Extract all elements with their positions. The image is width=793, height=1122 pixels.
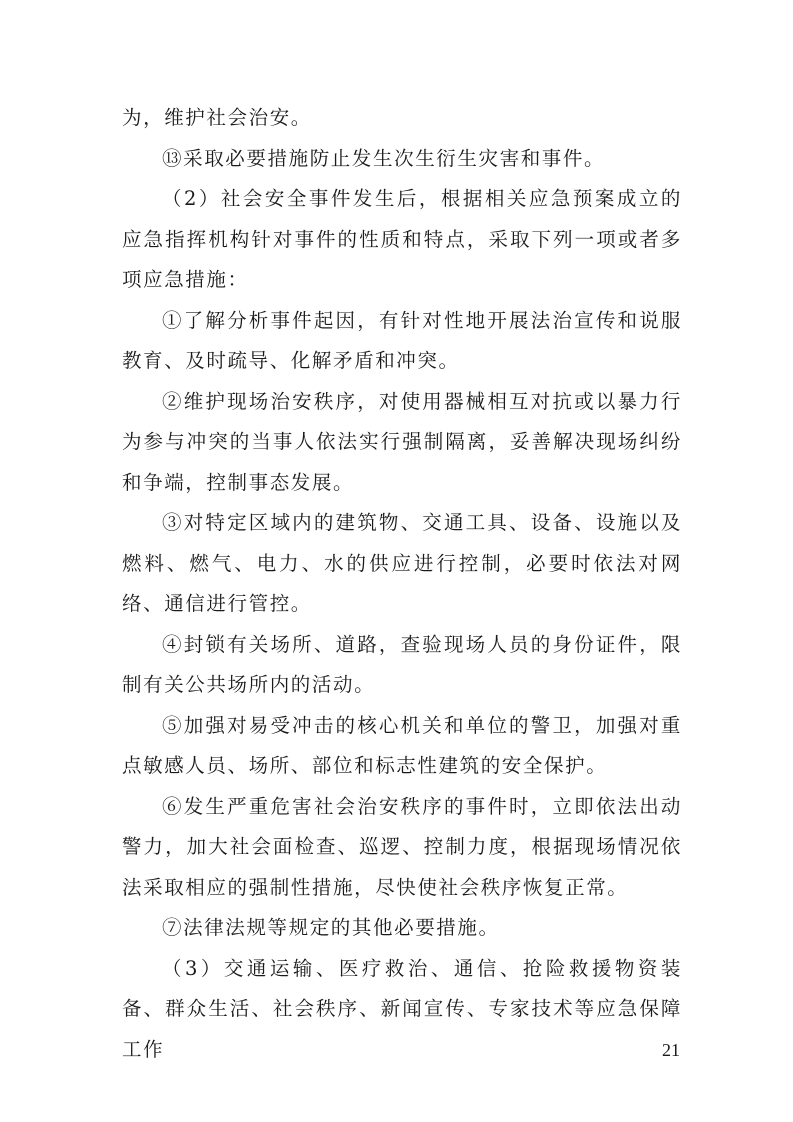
paragraph-item-1: ①了解分析事件起因，有针对性地开展法治宣传和说服教育、及时疏导、化解矛盾和冲突。 [122, 308, 682, 372]
document-body [122, 98, 682, 1070]
paragraph-section-3: （3）交通运输、医疗救治、通信、抢险救援物资装备、群众生活、社会秩序、新闻宣传、专家技术等应急保障工作 [122, 956, 682, 1061]
paragraph-item-5: ⑤加强对易受冲击的核心机关和单位的警卫，加强对重点敏感人员、场所、部位和标志性建筑的安全保护。 [122, 713, 682, 777]
paragraph-item-2: ②维护现场治安秩序，对使用器械相互对抗或以暴力行为参与冲突的当事人依法实行强制隔离，妥善解决现场纠纷和争端，控制事态发展。 [122, 389, 682, 494]
paragraph-item-13: ⑬采取必要措施防止发生次生衍生灾害和事件。 [162, 146, 606, 170]
paragraph-item-6: ⑥发生严重危害社会治安秩序的事件时，立即依法出动警力，加大社会面检查、巡逻、控制力度，根据现场情况依法采取相应的强制性措施，尽快使社会秩序恢复正常。 [122, 794, 682, 899]
paragraph-section-2: （2）社会安全事件发生后，根据相关应急预案成立的应急指挥机构针对事件的性质和特点，采取下列一项或者多项应急措施： [122, 187, 682, 291]
paragraph-continuation: 为，维护社会治安。 [122, 106, 312, 129]
paragraph-item-7: ⑦法律法规等规定的其他必要措施。 [162, 916, 500, 939]
page-number: 21 [662, 1040, 680, 1060]
paragraph-item-4: ④封锁有关场所、道路，查验现场人员的身份证件，限制有关公共场所内的活动。 [122, 632, 682, 696]
paragraph-item-3: ③对特定区域内的建筑物、交通工具、设备、设施以及燃料、燃气、电力、水的供应进行控制，必要时依法对网络、通信进行管控。 [122, 511, 682, 615]
